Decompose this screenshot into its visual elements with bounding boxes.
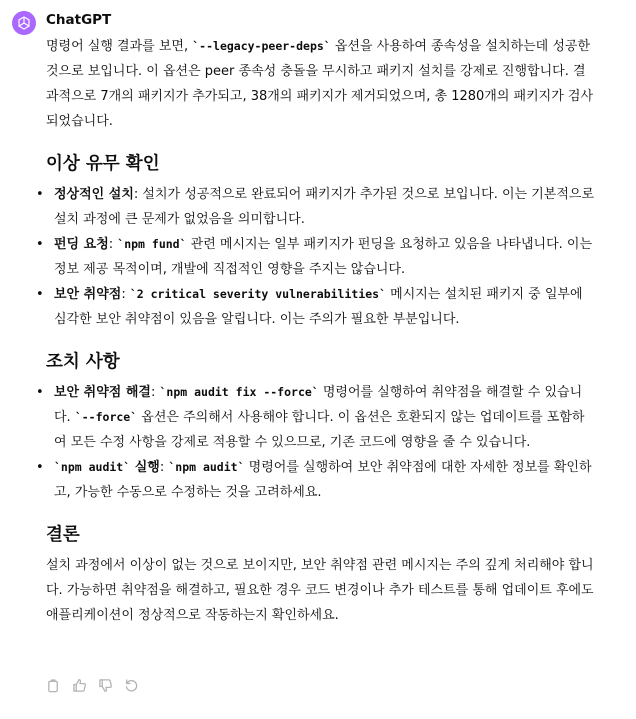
thumbs-down-icon bbox=[98, 678, 113, 693]
check-list bbox=[46, 182, 594, 332]
message-body bbox=[46, 34, 594, 628]
intro-paragraph: 명령어 실행 결과를 보면, `--legacy-peer-deps` 옵션을 사용하여 종속성을 설치하는데 성공한 것으로 보입니다. 이 옵션은 peer 종속성 충돌을 무시하고 패키지 설치를 강제로 진행합니다. 결과적으로 7개의 패키지가 추가되고, 38개의 패키지가 제거되었으며, 총 1280개의 패키지가 검사되었습니다. bbox=[46, 39, 594, 129]
section-heading-check: 이상 유무 확인 bbox=[46, 154, 160, 174]
author-name: ChatGPT bbox=[46, 12, 112, 28]
message-actions bbox=[46, 678, 139, 693]
inline-code: `npm fund` bbox=[117, 237, 187, 251]
thumbs-down-button[interactable] bbox=[98, 678, 113, 693]
conclusion-paragraph: 설치 과정에서 이상이 없는 것으로 보이지만, 보안 취약점 관련 메시지는 주의 깊게 처리해야 합니다. 가능하면 취약점을 해결하고, 필요한 경우 코드 변경이나 추가 테스트를 통해 업데이트 후에도 애플리케이션이 정상적으로 작동하는지 확인하세요. bbox=[46, 558, 594, 623]
thumbs-up-icon bbox=[72, 678, 87, 693]
inline-code: `npm audit` bbox=[54, 460, 131, 474]
section-heading-actions: 조치 사항 bbox=[46, 352, 120, 372]
openai-logo-icon bbox=[16, 15, 32, 31]
inline-code: `npm audit fix --force` bbox=[159, 385, 319, 399]
thumbs-up-button[interactable] bbox=[72, 678, 87, 693]
regenerate-button[interactable] bbox=[124, 678, 139, 693]
inline-code: `npm audit` bbox=[168, 460, 245, 474]
list-item: • 보안 취약점: `2 critical severity vulnerabilities` 메시지는 설치된 패키지 중 일부에 심각한 보안 취약점이 있음을 알립니다. 이는 주의가 필요한 부분입니다. bbox=[46, 282, 594, 332]
list-item: • 보안 취약점 해결: `npm audit fix --force` 명령어를 실행하여 취약점을 해결할 수 있습니다. `--force` 옵션은 주의해서 사용해야 합니다. 이 옵션은 호환되지 않는 업데이트를 포함하여 모든 수정 사항을 강제로 적용할 수 있으므로, 기존 코드에 영향을 줄 수 있습니다. bbox=[46, 380, 594, 455]
section-heading-conclusion: 결론 bbox=[46, 525, 80, 545]
copy-button[interactable] bbox=[46, 678, 61, 693]
action-list bbox=[46, 380, 594, 505]
list-item: • 정상적인 설치: 설치가 성공적으로 완료되어 패키지가 추가된 것으로 보입니다. 이는 기본적으로 설치 과정에 큰 문제가 없었음을 의미합니다. bbox=[46, 182, 594, 232]
list-item: • `npm audit` 실행: `npm audit` 명령어를 실행하여 보안 취약점에 대한 자세한 정보를 확인하고, 가능한 수동으로 수정하는 것을 고려하세요. bbox=[46, 455, 594, 505]
assistant-avatar bbox=[12, 11, 36, 35]
inline-code: `--legacy-peer-deps` bbox=[192, 39, 331, 53]
inline-code: `2 critical severity vulnerabilities` bbox=[129, 287, 387, 301]
copy-icon bbox=[46, 678, 61, 693]
regenerate-icon bbox=[124, 678, 139, 693]
list-item: • 펀딩 요청: `npm fund` 관련 메시지는 일부 패키지가 펀딩을 요청하고 있음을 나타냅니다. 이는 정보 제공 목적이며, 개발에 직접적인 영향을 주지는 않습니다. bbox=[46, 232, 594, 282]
inline-code: `--force` bbox=[74, 410, 138, 424]
